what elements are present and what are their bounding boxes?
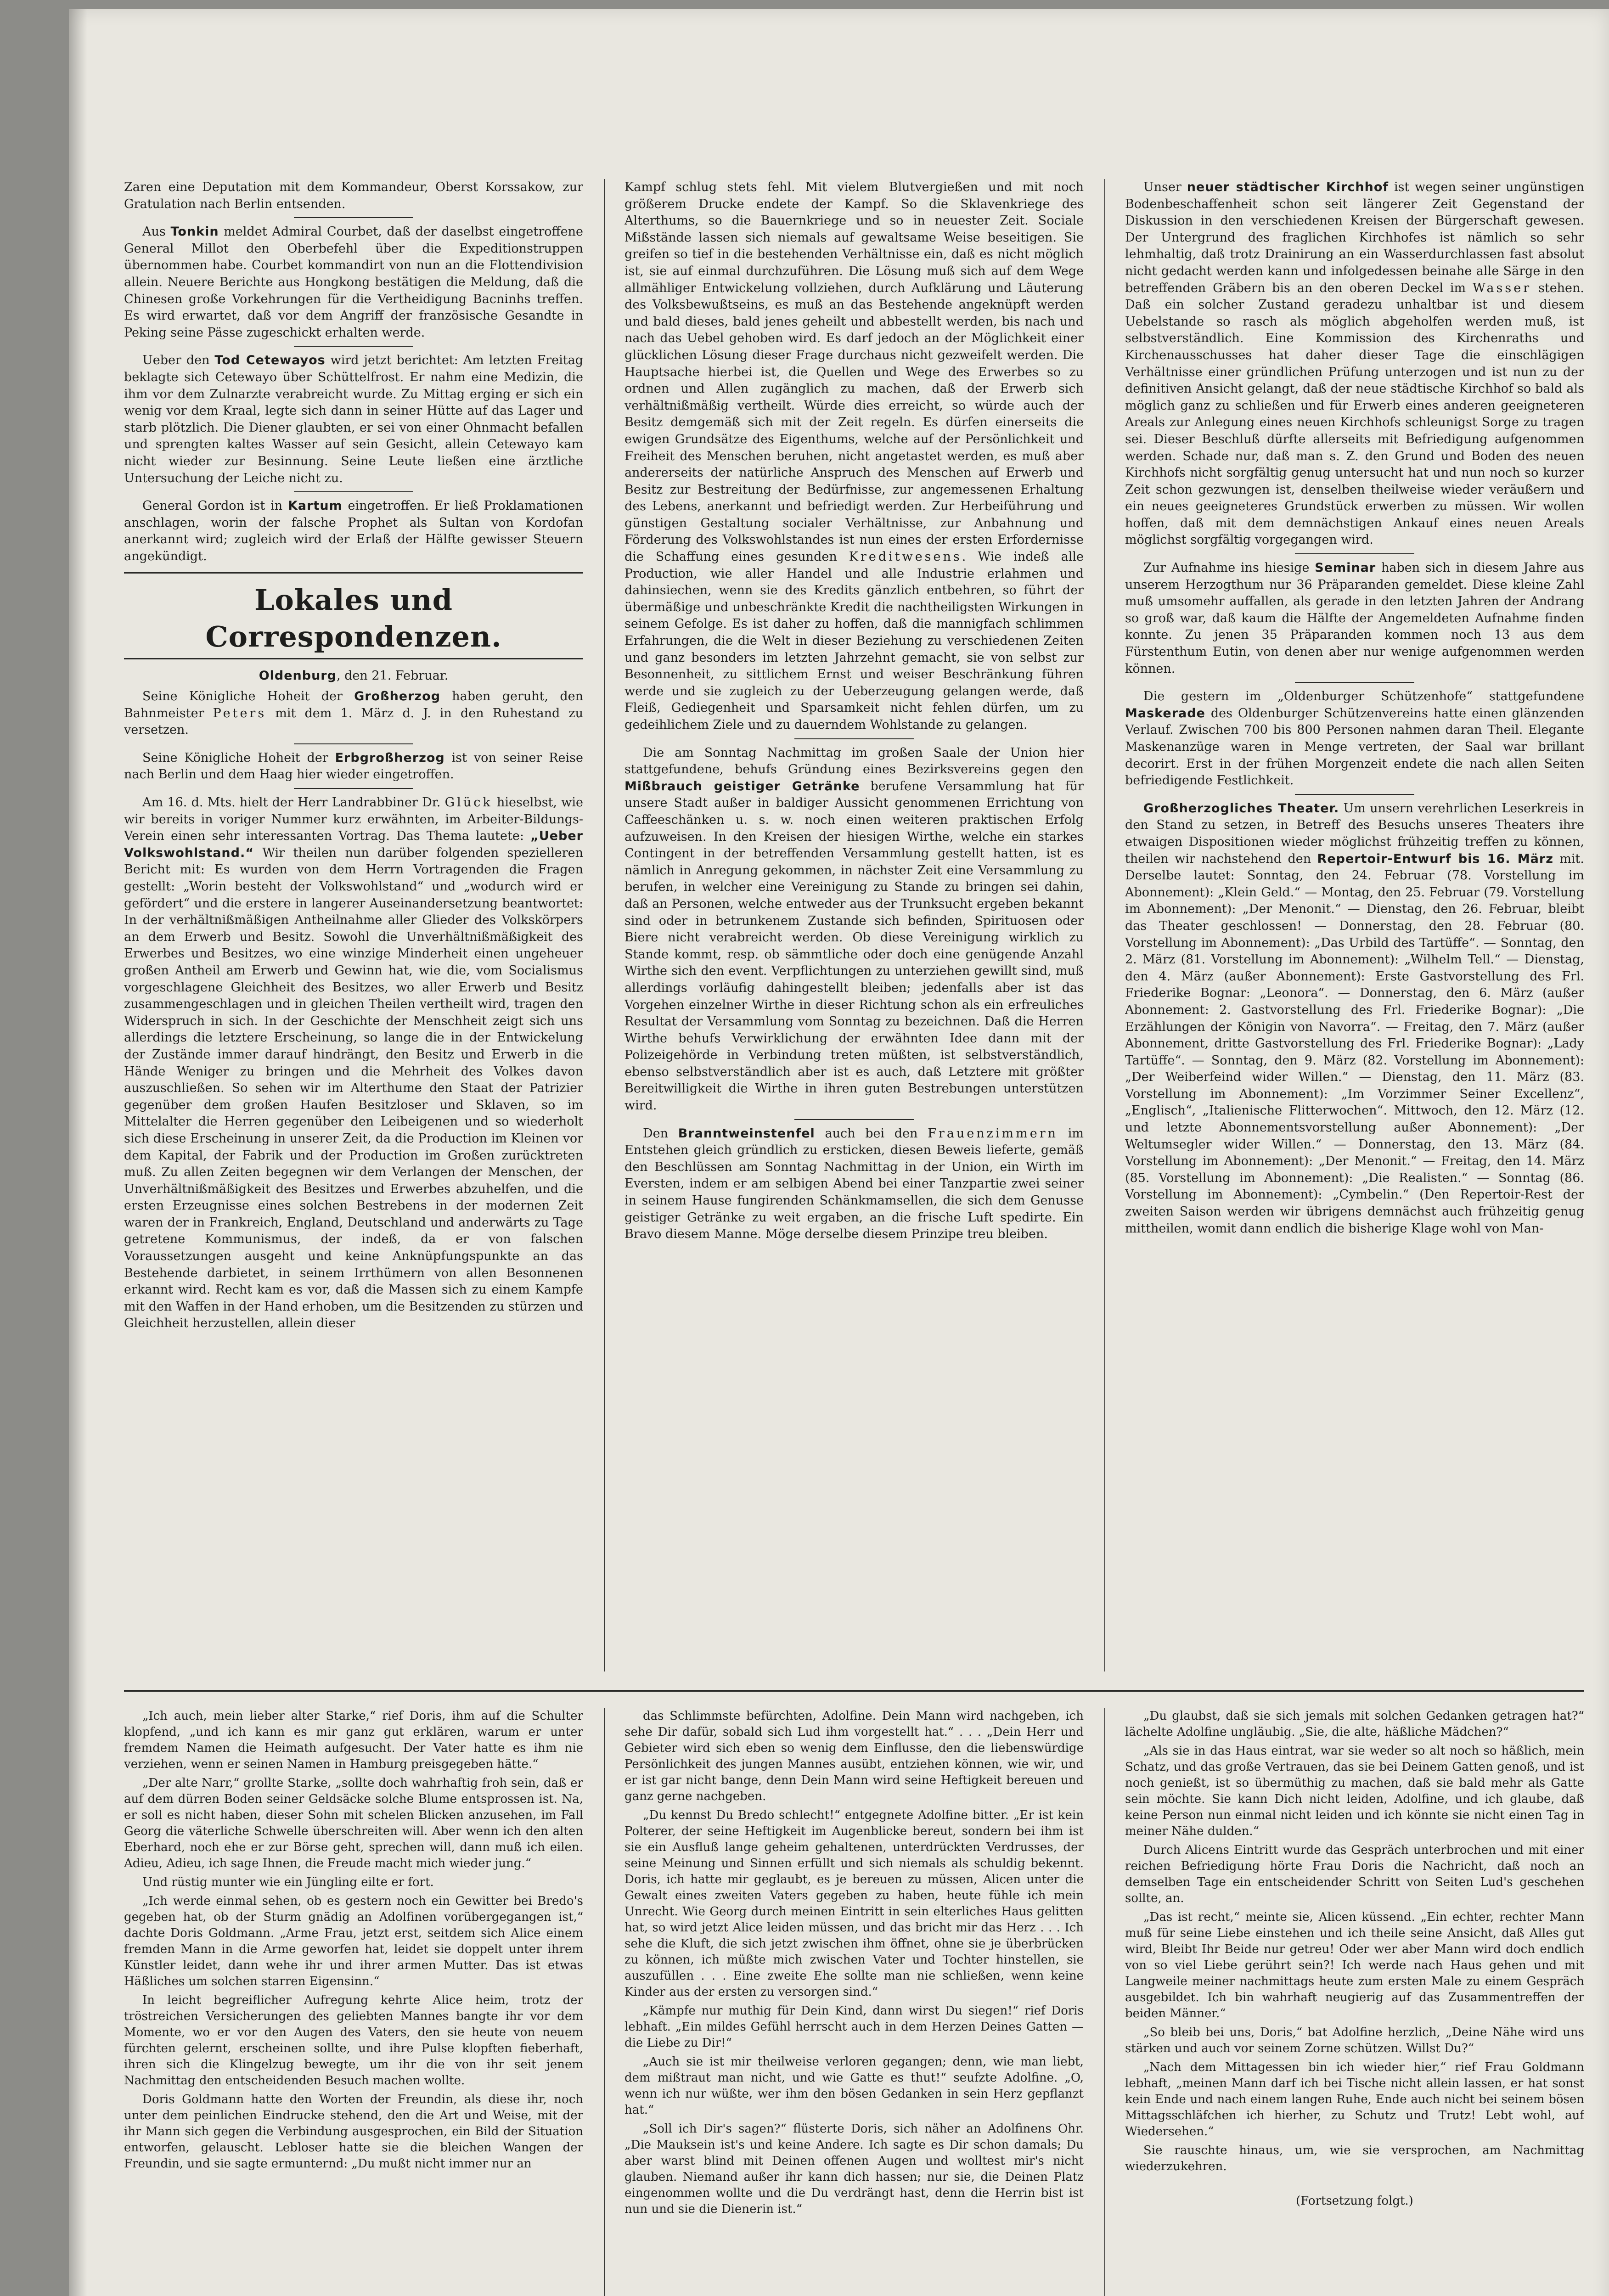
column-rule <box>1104 179 1105 1671</box>
column-rule <box>604 179 605 1671</box>
column-3 <box>1125 179 1584 1671</box>
article-divider <box>294 788 413 789</box>
section-rule-bottom <box>124 658 583 659</box>
feuilleton-section <box>124 1708 1584 2296</box>
article-theater: Großherzogliches Theater. Um unsern verehrlichen Leserkreis in den Stand zu setzen, in Betreff des Besuchs unseres Theaters ihre etwaigen Dispositionen wieder möglichst frühzeitig treffen zu können, theilen wir nachstehend den Repertoir-Entwurf bis 16. März mit. Derselbe lautet: Sonntag, den 24. Februar (78. Vorstellung im Abonnement): „Klein Geld.“ — Montag, den 25. Februar (79. Vorstellung im Abonnement): „Der Menonit.“ — Dienstag, den 26. Februar, bleibt das Theater geschlossen! — Donnerstag, den 28. Februar (80. Vorstellung im Abonnement): „Das Urbild des Tartüffe“. — Sonntag, den 2. März (81. Vorstellung im Abonnement): „Wilhelm Tell.“ — Dienstag, den 4. März (außer Abonnement): Erste Gastvorstellung des Frl. Friederike Bognar: „Leonora“. — Donnerstag, den 6. März (außer Abonnement: 2. Gastvorstellung des Frl. Friederike Bognar): „Die Erzählungen der Königin von Navorra“. — Freitag, den 7. März (außer Abonnement, dritte Gastvorstellung des Frl. Friederike Bognar): „Lady Tartüffe“. — Sonntag, den 9. März (82. Vorstellung im Abonnement): „Der Weiberfeind wider Willen.“ — Dienstag, den 11. März (83. Vorstellung im Abonnement): „Im Vorzimmer Seiner Excellenz“, „Englisch“, „Italienische Flitterwochen“. Mittwoch, den 12. März (12. und letzte Abonnementsvorstellung außer Abonnement): „Der Weltumsegler wider Willen.“ — Donnerstag, den 13. März (84. Vorstellung im Abonnement): „Der Menonit.“ — Freitag, den 14. März (85. Vorstellung im Abonnement): „Die Realisten.“ — Sonntag (86. Vorstellung im Abonnement): „Cymbelin.“ (Den Repertoir-Rest der zweiten Saison werden wir übrigens demnächst auch frühzeitig genug mittheilen, womit dann endlich die bisherige Klage wohl von Man- <box>1125 801 1584 1236</box>
article-divider <box>294 346 413 347</box>
article-divider <box>794 1119 914 1120</box>
section-rule-top <box>124 572 583 574</box>
section-heading-lokales: Lokales und Correspondenzen. <box>205 583 502 654</box>
story-paragraph: „Kämpfe nur muthig für Dein Kind, dann wirst Du siegen!“ rief Doris lebhaft. „Ein mildes Gefühl herrscht auch in dem Herzen Deines Gatten — die Liebe zu Dir!“ <box>624 2004 1084 2050</box>
dateline: Oldenburg, den 21. Februar. <box>259 669 449 683</box>
story-paragraph: das Schlimmste befürchten, Adolfine. Dein Mann wird nachgeben, ich sehe Dir dafür, sobald sich Lud ihm vorgestellt hat.“ . . . „Dein Herr und Gebieter wird sich eben so wenig dem Einflusse, den die liebenswürdige Persönlichkeit des jungen Mannes ausübt, entziehen können, wie wir, und er ist gar nicht bange, denn Dein Mann wird seine Heftigkeit bereuen und ganz gerne nachgeben. <box>624 1709 1084 1803</box>
story-paragraph: Und rüstig munter wie ein Jüngling eilte er fort. <box>142 1875 434 1889</box>
article-deputation: Zaren eine Deputation mit dem Kommandeur, Oberst Korssakow, zur Gratulation nach Berlin entsenden. <box>124 180 583 211</box>
article-divider <box>294 743 413 744</box>
page-content <box>124 179 1584 2296</box>
story-paragraph: „Soll ich Dir's sagen?“ flüsterte Doris, sich näher an Adolfinens Ohr. „Die Mauksein ist's und keine Andere. Ich sagte es Dir schon damals; Du aber warst blind mit Deinen offenen Augen und wolltest mir's nicht glauben. Niemand außer ihr kann dich hassen; nur sie, die Deinen Platz eingenommen wollte und die Du verdrängt hast, denn die Herrin bist ist nun und sie die Dienerin ist.“ <box>624 2122 1084 2216</box>
story-paragraph: Durch Alicens Eintritt wurde das Gespräch unterbrochen und mit einer reichen Befriedigung hörte Frau Doris die Nachricht, daß noch an demselben Tage ein entscheidender Schritt von Seiten Lud's geschehen sollte, an. <box>1125 1843 1584 1905</box>
article-maskerade: Die gestern im „Oldenburger Schützenhofe“ stattgefundene Maskerade des Oldenburger Schützenvereins hatte einen glänzenden Verlauf. Zwischen 700 bis 800 Personen nahmen daran Theil. Elegante Maskenanzüge waren in Menge vertreten, der Saal war brillant decorirt. Erst in der frühen Morgenzeit endete die nach allen Seiten befriedigende Festlichkeit. <box>1125 689 1584 788</box>
article-kirchhof: Unser neuer städtischer Kirchhof ist wegen seiner ungünstigen Bodenbeschaffenheit schon seit längerer Zeit Gegenstand der Diskussion in den verschiedenen Kreisen der Bürgerschaft gewesen. Der Untergrund des fraglichen Kirchhofes ist nämlich so sehr lehmhaltig, daß trotz Drainirung an ein Wasserdurchlassen fast absolut nicht gedacht werden kann und infolgedessen beinahe alle Särge in den betreffenden Gräbern bis an den oberen Deckel im Wasser stehen. Daß ein solcher Zustand geradezu unhaltbar ist und diesem Uebelstande so rasch als möglich abgeholfen werden muß, ist selbstverständlich. Eine Kommission des Kirchenraths und Kirchenausschusses hat daher dieser Tage die einschlägigen Verhältnisse einer gründlichen Prüfung unterzogen und ist nun zu der definitiven Ansicht gelangt, daß der neue städtische Kirchhof so bald als möglich ganz zu schließen und für Erwerb eines anderen geeigneteren Areals zur Anlegung eines neuen Kirchhofs schleunigst Sorge zu tragen sei. Dieser Beschluß dürfte allerseits mit Befriedigung aufgenommen werden. Schade nur, daß man s. Z. den Grund und Boden des neuen Kirchhofs nicht sorgfältig genug untersucht hat und nun noch so kurzer Zeit schon gezwungen ist, denselben theilweise wieder veräußern und ein neues geeigneteres Grundstück erwerben zu müssen. Wir wollen hoffen, daß mit dem demnächstigen Ankauf eines neuen Areals möglichst sorgfältig vorgegangen wird. <box>1125 180 1584 547</box>
story-paragraph: „Auch sie ist mir theilweise verloren gegangen; denn, wie man liebt, dem mißtraut man nicht, und wie Gatte es thut!“ seufzte Adolfine. „O, wenn ich nur wüßte, wer ihm den bösen Gedanken in sein Herz gepflanzt hat.“ <box>624 2055 1084 2117</box>
feuilleton-column-1 <box>124 1708 583 2296</box>
article-divider <box>1295 682 1414 683</box>
article-missbrauch: Die am Sonntag Nachmittag im großen Saale der Union hier stattgefundene, behufs Gründung eines Bezirksvereins gegen den Mißbrauch geistiger Getränke berufene Versammlung hat für unsere Stadt außer in baldiger Aussicht genommenen Errichtung von Caffeeschänken u. s. w. noch einen weiteren praktischen Erfolg aufzuweisen. In den Kreisen der hiesigen Wirthe, welche ein starkes Contingent in der betreffenden Versammlung gestellt hatten, ist es nämlich in Anregung gekommen, in nächster Zeit eine Versammlung zu berufen, in welcher eine Vereinigung zu Stande zu bringen sei dahin, daß an Personen, welche entweder aus der Trunksucht ergeben bekannt sind oder in betrunkenem Zustande sich befinden, Spirituosen oder Biere nicht verabreicht werden. Ob diese Vereinigung wirklich zu Stande kommt, resp. ob sämmtliche oder doch eine genügende Anzahl Wirthe sich den event. Verpflichtungen zu unterziehen gewillt sind, muß allerdings vorläufig dahingestellt bleiben; jedenfalls aber ist das Vorgehen einzelner Wirthe in dieser Richtung schon als ein erfreuliches Resultat der Versammlung vom Sonntag zu bezeichnen. Daß die Herren Wirthe behufs Verwirklichung der erwähnten Idee dann mit der Polizeigehörde in Verbindung treten müßten, ist selbstverständlich, ebenso selbstverständlich aber ist es auch, daß Letztere mit größter Bereitwilligkeit die Wirthe in ihren guten Bestrebungen unterstützen wird. <box>624 745 1084 1113</box>
article-bahnmeister: Seine Königliche Hoheit der Großherzog haben geruht, den Bahnmeister Peters mit dem 1. März d. J. in den Ruhestand zu versetzen. <box>124 689 583 737</box>
article-gordon: General Gordon ist in Kartum eingetroffen. Er ließ Proklamationen anschlagen, worin der falsche Prophet als Sultan von Kordofan anerkannt wird; zugleich wird der Erlaß der Hälfte gewisser Steuern angekündigt. <box>124 499 583 563</box>
article-erbgrossherzog: Seine Königliche Hoheit der Erbgroßherzog ist von seiner Reise nach Berlin und dem Haag hier wieder eingetroffen. <box>124 750 583 782</box>
feuilleton-rule <box>124 1690 1584 1692</box>
story-paragraph: „Du glaubst, daß sie sich jemals mit solchen Gedanken getragen hat?“ lächelte Adolfine ungläubig. „Sie, die alte, häßliche Mädchen?“ <box>1125 1709 1584 1739</box>
column-2 <box>624 179 1084 1671</box>
article-divider <box>294 217 413 218</box>
page-fold-shadow <box>69 9 87 2296</box>
news-columns <box>124 179 1584 1671</box>
story-paragraph: „Nach dem Mittagessen bin ich wieder hier,“ rief Frau Goldmann lebhaft, „meinen Mann darf ich bei Tische nicht allein lassen, er hat sonst kein Ende und nach einem langen Ruhe, Ende auch nicht bei seinem bösen Mittagsschläfchen ich hierher, zu Schutz und Trutz! Lebt wohl, auf Wiedersehen.“ <box>1125 2060 1584 2138</box>
story-paragraph: „Das ist recht,“ meinte sie, Alicen küssend. „Ein echter, rechter Mann muß für seine Liebe einstehen und ich theile seine Ansicht, daß Alles gut wird, Bleibt Ihr Beide nur getreu! Oder wer aber Mann wird doch endlich von so viel Liebe gerührt sein?! Ich werde nach Haus gehen und mit Langweile meiner nachmittags heute zum ersten Male zu einem Gespräch ausgebildet. Ich bin wahrhaft neugierig auf das Zusammentreffen der beiden Männer.“ <box>1125 1910 1584 2020</box>
story-paragraph: „Ich werde einmal sehen, ob es gestern noch ein Gewitter bei Bredo's gegeben hat, ob der Sturm gnädig an Adolfinen vorübergegangen ist,“ dachte Doris Goldmann. „Arme Frau, jetzt erst, seitdem sich Alice einem fremden Mann in die Arme geworfen hat, leidet sie doppelt unter ihrem Künstler leidet, dann wehe ihr und ihrer armen Mutter. Das ist etwas Häßliches um solchen starren Eigensinn.“ <box>124 1894 583 1988</box>
story-paragraph: „Als sie in das Haus eintrat, war sie weder so alt noch so häßlich, mein Schatz, und das große Vertrauen, das sie bei Deinem Gatten genoß, und ist noch genießt, ist so übermüthig zu machen, daß sie bald mehr als Gatte sein möchte. Sie kann Dich nicht leiden, Adolfine, und ich glaube, daß keine Person nun einmal nicht leiden und ich könnte sie nicht einen Tag in meiner Nähe dulden.“ <box>1125 1744 1584 1838</box>
article-tonkin: Aus Tonkin meldet Admiral Courbet, daß der daselbst eingetroffene General Millot den Oberbefehl über die Expeditionstruppen übernommen habe. Courbet kommandirt von nun an die Flottendivision allein. Neuere Berichte aus Hongkong bestätigen die Meldung, daß die Chinesen große Vorkehrungen für die Vertheidigung Bacninhs treffen. Es wird erwartet, daß vor dem Angriff der französische Gesandte in Peking seine Pässe zugeschickt erhalten werde. <box>124 225 583 340</box>
story-paragraph: Sie rauschte hinaus, um, wie sie versprochen, am Nachmittag wiederzukehren. <box>1125 2144 1584 2173</box>
story-paragraph: „Der alte Narr,“ grollte Starke, „sollte doch wahrhaftig froh sein, daß er auf dem dürren Boden seiner Geldsäcke solche Blume entsprossen ist. Na, er soll es nicht haben, dieser Sohn mit schelen Blicken anzusehen, im Fall Georg die väterliche Schwelle überschreiten will. Aber wenn ich den alten Eberhard, noch ehe er zur Börse geht, sprechen will, dann muß ich eilen. Adieu, Adieu, ich sage Ihnen, die Freude macht mich wieder jung.“ <box>124 1776 583 1870</box>
feuilleton-column-rule <box>604 1708 605 2296</box>
column-1 <box>124 179 583 1671</box>
article-divider <box>794 738 914 739</box>
feuilleton-column-3 <box>1125 1708 1584 2296</box>
story-paragraph: In leicht begreiflicher Aufregung kehrte Alice heim, trotz der tröstreichen Versicherungen des geliebten Mannes bangte ihr vor dem Momente, wo er vor den Augen des Vaters, den sie heute von neuem fürchten gelernt, erscheinen sollte, und ihre Pulse klopften fieberhaft, ihren sich die Klingelzug bewegte, um ihr die von ihr seit jenem Nachmittag den entscheidenden Besuch machen wollte. <box>124 1993 583 2088</box>
story-paragraph: „Du kennst Du Bredo schlecht!“ entgegnete Adolfine bitter. „Er ist kein Polterer, der seine Heftigkeit im Augenblicke bereut, sondern bei ihm ist sie ein Ausfluß lange geheim gehaltenen, unterdrückten Verdrusses, der seine Meinung und Sinnen erfüllt und sich niemals als schuldig bekennt. Doris, ich hatte mir geglaubt, es je bereuen zu müssen, Alicen unter die Gewalt eines zweiten Vaters gegeben zu haben, heute fühle ich mein Unrecht. Wie Georg durch meinen Eintritt in sein elterliches Haus gelitten hat, so wird jetzt Alice leiden müssen, und das bricht mir das Herz . . . Ich sehe die Kluft, die sich jetzt zwischen ihm öffnet, ohne sie je überbrücken zu können, ich müßte mich zwischen Vater und Tochter hinstellen, sie auszufüllen . . . Eine zweite Ehe sollte man nie schließen, wenn keine Kinder aus der ersten zu versorgen sind.“ <box>624 1808 1084 1999</box>
feuilleton-column-rule <box>1104 1708 1105 2296</box>
article-branntwein: Den Branntweinstenfel auch bei den Frauenzimmern im Entstehen gleich gründlich zu ersticken, diesen Beweis lieferte, gemäß den Beschlüssen am Sonntag Nachmittag in der Union, ein Wirth im Eversten, indem er am selbigen Abend bei einer Tanzpartie zwei seiner in seinem Hause fungirenden Schänkmamsellen, die sich dem Genusse geistiger Getränke zu weit ergaben, an die frische Luft spedirte. Ein Bravo diesem Manne. Möge derselbe diesem Prinzipe treu bleiben. <box>624 1126 1084 1242</box>
story-paragraph: Doris Goldmann hatte den Worten der Freundin, als diese ihr, noch unter dem peinlichen Eindrucke stehend, den die Art und Weise, mit der ihr Mann sich gegen die Verbindung ausgesprochen, ein Bild der Situation entworfen, gelauscht. Lebloser hatte sie die bleichen Wangen der Freundin, und sie sagte ermunternd: „Du mußt nicht immer nur an <box>124 2093 583 2171</box>
article-divider <box>1295 553 1414 554</box>
continued-note: (Fortsetzung folgt.) <box>1296 2194 1413 2208</box>
article-volkswohlstand-cont: Kampf schlug stets fehl. Mit vielem Blutvergießen und mit noch größerem Drucke endete der Kampf. So die Sklavenkriege des Alterthums, so die Bauernkriege und so in neuester Zeit. Sociale Mißstände lassen sich niemals auf gewaltsame Weise beseitigen. Sie greifen so tief in die bestehenden Verhältnisse ein, daß es nicht möglich ist, sie auf einmal durchzuführen. Die Lösung muß sich auf dem Wege allmähliger Entwickelung vollziehen, durch Aufklärung und Läuterung des Volksbewußtseins, es muß an das Bestehende angeknüpft werden und bald dieses, bald jenes geheilt und abbestellt werden, bis nach und nach das Uebel gehoben wird. Es darf jedoch an der Möglichkeit einer glücklichen Lösung dieser Frage durchaus nicht gezweifelt werden. Die Hauptsache hierbei ist, die Quellen und Wege des Erwerbes so zu ordnen und Allen zugänglich zu machen, daß der Erwerb sich verhältnißmäßig vertheilt. Würde dies erreicht, so würde auch der Besitz demgemäß sich mit der Zeit regeln. Es dürfen einerseits die ewigen Grundsätze des Eigenthums, welche auf der Persönlichkeit und Freiheit des Menschen beruhen, nicht angetastet werden, es muß aber andererseits der natürliche Anspruch des Menschen auf Erwerb und Besitz zur Bestreitung der Bedürfnisse, zur angemessenen Erhaltung des Lebens, anerkannt und befriedigt werden. Zur Herbeiführung und günstigen Gestaltung socialer Verhältnisse, zur Anbahnung und Förderung des Volkswohlstandes ist nun eines der ersten Erfordernisse die Schaffung eines gesunden Kreditwesens. Wie indeß alle Production, wie aller Handel und alle Industrie erlahmen und dahinsiechen, wenn sie des Kredits gänzlich entbehren, so führt der übermäßige und unbeschränkte Kredit die nachtheiligsten Wirkungen in seinem Gefolge. Es ist daher zu hoffen, daß die mannigfach schlimmen Erfahrungen, die die Welt in dieser Beziehung zu verschiedenen Zeiten und ganz besonders im letzten Jahrzehnt gemacht, sie von selbst zur Besonnenheit, zu sittlichem Ernst und weiser Beschränkung führen werde und sie zugleich zu der Ueberzeugung gelangen werde, daß Fleiß, Gediegenheit und Sparsamkeit nicht fehlen dürfen, um zu gedeihlichem Ziele und zu dauerndem Wohlstande zu gelangen. <box>624 180 1084 732</box>
story-paragraph: „So bleib bei uns, Doris,“ bat Adolfine herzlich, „Deine Nähe wird uns stärken und auch vor seinem Zorne schützen. Willst Du?“ <box>1125 2026 1584 2055</box>
article-divider <box>1295 794 1414 795</box>
article-seminar: Zur Aufnahme ins hiesige Seminar haben sich in diesem Jahre aus unserem Herzogthum nur 36 Präparanden gemeldet. Diese kleine Zahl muß umsomehr auffallen, als gerade in den letzten Jahren der Andrang so groß war, daß kaum die Hälfte der Angemeldeten Aufnahme finden konnte. Zu jenen 35 Präparanden kommen noch 13 aus dem Fürstenthum Eutin, von denen aber nur wenige aufgenommen werden können. <box>1125 561 1584 676</box>
article-volkswohlstand: Am 16. d. Mts. hielt der Herr Landrabbiner Dr. Glück hieselbst, wie wir bereits in voriger Nummer kurz erwähnten, im Arbeiter-Bildungs-Verein einen sehr interessanten Vortrag. Das Thema lautete: „Ueber Volkswohlstand.“ Wir theilen nun darüber folgenden spezielleren Bericht mit: Es wurden von dem Herrn Vortragenden die Fragen gestellt: „Worin besteht der Volkswohlstand“ und „wodurch wird er gefördert“ und die erstere in langerer Auseinandersetzung beantwortet: In der verhältnißmäßigen Antheilnahme aller Glieder des Volkskörpers an dem Erwerb und Besitz. Sowohl die Unverhältnißmäßigkeit des Erwerbes und Besitzes, wo eine winzige Minderheit einen ungeheuer großen Antheil am Erwerb und Gewinn hat, wie die, vom Socialismus vorgeschlagene Gleichheit des Besitzes, wo aller Erwerb und Besitz zusammengeschlagen und in gleichen Theilen vertheilt wird, tragen den Widerspruch in sich. In der Geschichte der Menschheit zeigt sich uns allerdings die letztere Erscheinung, so lange die in der Entwickelung der Zustände immer darauf hindrängt, den Besitz und Erwerb in die Hände Weniger zu bringen und die Mehrheit des Volkes davon auszuschließen. So sehen wir im Alterthume den Staat der Patrizier gegenüber dem großen Haufen Besitzloser und Sklaven, so im Mittelalter die Herren gegenüber den Leibeigenen und so wiederholt sich diese Erscheinung in unserer Zeit, da die Production im Kleinen vor dem Kapital, der Fabrik und der Production im Großen zurücktreten muß. Zu allen Zeiten begegnen wir dem Verlangen der Menschen, der Unverhältnißmäßigkeit des Besitzes und Erwerbes abzuhelfen, und die ersten Erzeugnisse eines solchen Bestrebens in der modernen Zeit waren der in Frankreich, England, Deutschland und anderwärts zu Tage getretene Kommunismus, der indeß, da er von falschen Voraussetzungen ausgeht und keine Anknüpfungspunkte an das Bestehende darbietet, in seinem Irrthümern von allen Besonnenen erkannt wird. Recht kam es vor, daß die Massen sich zu einem Kampfe mit den Waffen in der Hand erhoben, um die Besitzenden zu stürzen und Gleichheit herzustellen, allein dieser <box>124 795 583 1331</box>
article-divider <box>294 491 413 492</box>
newspaper-page <box>69 9 1609 2296</box>
story-paragraph: „Ich auch, mein lieber alter Starke,“ rief Doris, ihm auf die Schulter klopfend, „und ich kann es mir ganz gut erklären, warum er unter fremdem Namen die Heimath aufgesucht. Der Vater hatte es ihm nie verziehen, wenn er seinen Namen in Hamburg preisgegeben hätte.“ <box>124 1709 583 1771</box>
article-cetewayo: Ueber den Tod Cetewayos wird jetzt berichtet: Am letzten Freitag beklagte sich Cetewayo über Schüttelfrost. Er nahm eine Medizin, die ihm vor dem Zulnarzte verabreicht wurde. Zu Mittag erging er sich ein wenig vor dem Kraal, legte sich dann in seiner Hütte auf das Lager und starb plötzlich. Die Diener glaubten, er sei von einer Ohnmacht befallen und sprengten kaltes Wasser auf sein Gesicht, allein Cetewayo kam nicht wieder zur Besinnung. Seine Leute ließen eine ärztliche Untersuchung der Leiche nicht zu. <box>124 353 583 485</box>
feuilleton-column-2 <box>624 1708 1084 2296</box>
